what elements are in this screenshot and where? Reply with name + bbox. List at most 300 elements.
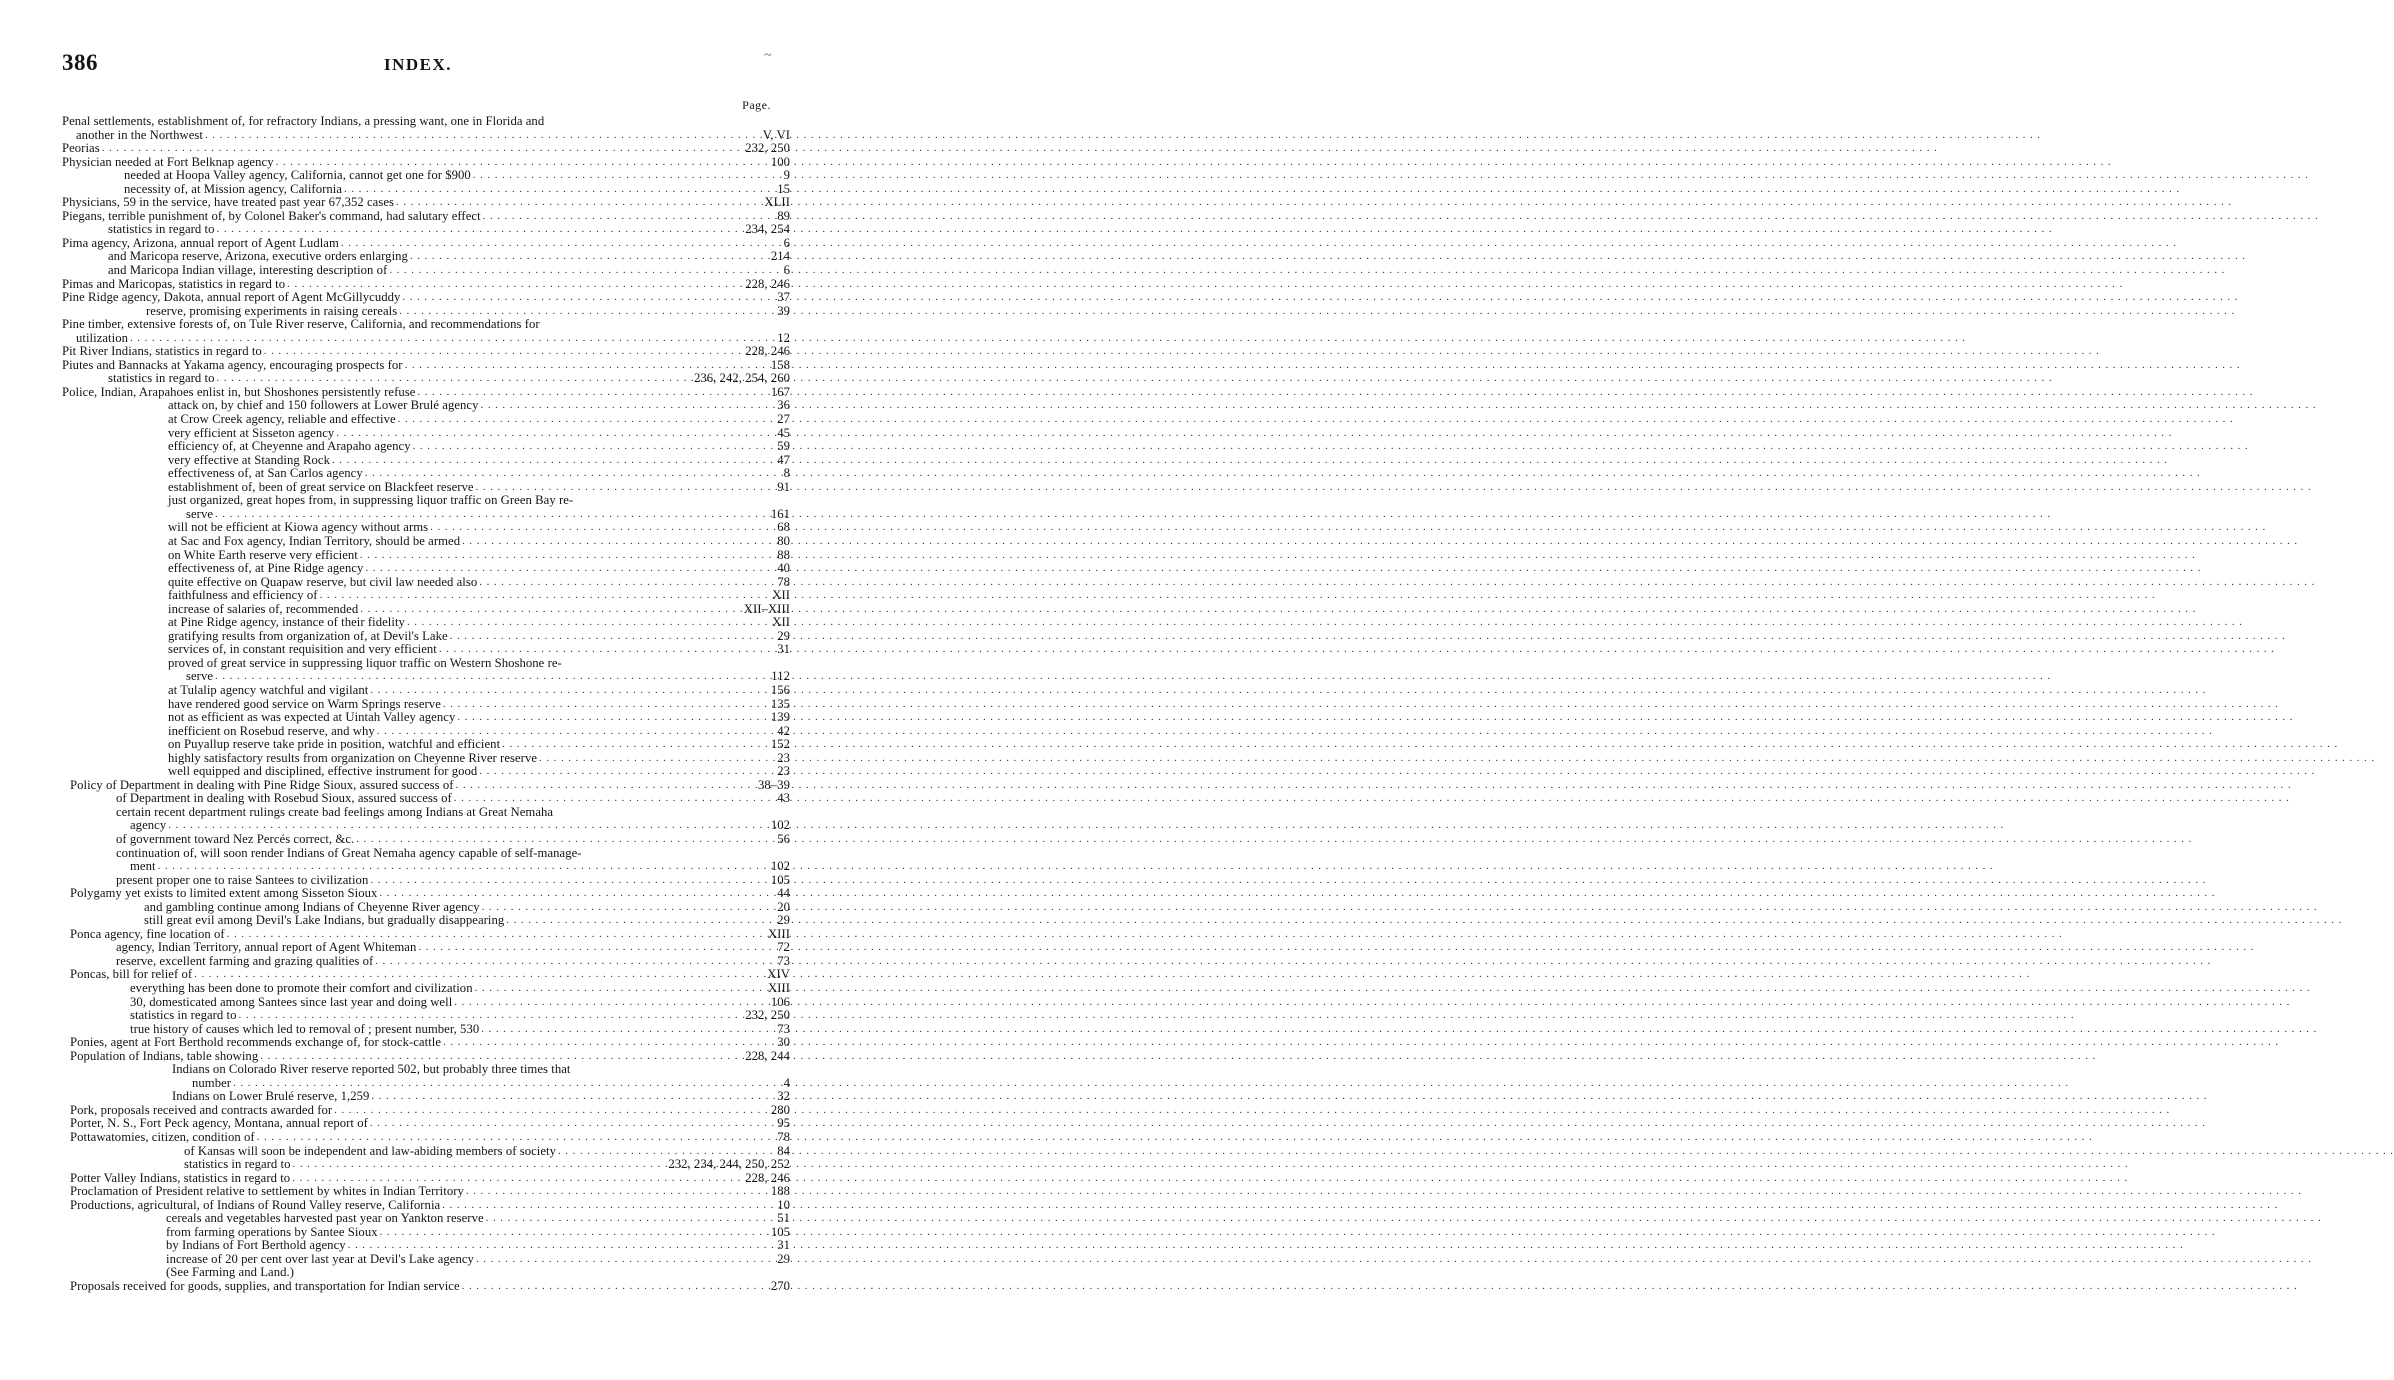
entry-page-ref: 105 bbox=[770, 872, 790, 887]
dot-leader bbox=[370, 874, 766, 888]
index-entry bbox=[62, 1226, 790, 1240]
index-entry bbox=[62, 860, 790, 874]
entry-page-ref: 43 bbox=[777, 791, 790, 806]
index-entry bbox=[62, 1050, 790, 1064]
entry-page-ref: 102 bbox=[770, 818, 790, 833]
dot-leader bbox=[380, 1226, 767, 1240]
entry-page-ref: 59 bbox=[777, 439, 790, 454]
index-entry bbox=[62, 115, 790, 129]
dot-leader bbox=[205, 129, 759, 143]
dot-leader bbox=[418, 941, 773, 955]
index-entry bbox=[62, 1036, 790, 1050]
entry-text: still great evil among Devil's Lake Indians, but gradually disappearing bbox=[144, 913, 505, 928]
index-entry bbox=[62, 684, 790, 698]
dot-leader bbox=[215, 508, 767, 522]
dot-leader bbox=[215, 670, 767, 684]
entry-text: Poncas, bill for relief of bbox=[70, 967, 193, 982]
entry-page-ref: 31 bbox=[777, 642, 790, 657]
entry-page-ref: 228, 244 bbox=[745, 1048, 790, 1063]
entry-text: agency, Indian Territory, annual report of Agent Whiteman bbox=[116, 940, 417, 955]
dot-leader bbox=[439, 643, 773, 657]
dot-leader bbox=[370, 1117, 773, 1131]
dot-leader bbox=[379, 887, 773, 901]
entry-page-ref: 23 bbox=[777, 764, 790, 779]
dot-leader bbox=[399, 305, 773, 319]
index-entry bbox=[62, 698, 790, 712]
index-entry bbox=[62, 278, 790, 292]
entry-text: gratifying results from organization of, at Devil's Lake bbox=[168, 628, 448, 643]
entry-text: increase of 20 per cent over last year at Devil's Lake agency bbox=[166, 1251, 474, 1266]
index-entry bbox=[62, 847, 790, 861]
index-entry bbox=[62, 1104, 790, 1118]
entry-page-ref: 44 bbox=[777, 886, 790, 901]
entry-page-ref: 29 bbox=[777, 913, 790, 928]
entry-page-ref: 42 bbox=[777, 723, 790, 738]
index-entry bbox=[62, 711, 790, 725]
index-entry bbox=[62, 183, 790, 197]
dot-leader bbox=[239, 1009, 742, 1023]
entry-text: Porter, N. S., Fort Peck agency, Montana, annual report of bbox=[70, 1116, 368, 1131]
dot-leader bbox=[365, 562, 773, 576]
index-entry bbox=[62, 1077, 790, 1091]
entry-page-ref: 37 bbox=[777, 290, 790, 305]
entry-page-ref: 6 bbox=[783, 235, 790, 250]
dot-leader bbox=[377, 725, 773, 739]
entry-text: Indians on Colorado River reserve reported 502, but probably three times that bbox=[172, 1062, 571, 1077]
entry-text: proved of great service in suppressing liquor traffic on Western Shoshone re- bbox=[168, 655, 562, 670]
index-entry bbox=[62, 941, 790, 955]
entry-page-ref: 91 bbox=[777, 479, 790, 494]
dot-leader bbox=[450, 630, 774, 644]
index-entry bbox=[62, 914, 790, 928]
dot-leader bbox=[466, 1185, 767, 1199]
entry-page-ref: 15 bbox=[777, 181, 790, 196]
index-entry bbox=[62, 250, 790, 264]
entry-page-ref: 135 bbox=[770, 696, 790, 711]
entry-page-ref: 78 bbox=[777, 574, 790, 589]
entry-text: and Maricopa Indian village, interesting description of bbox=[108, 263, 388, 278]
entry-text: present proper one to raise Santees to civilization bbox=[116, 872, 369, 887]
dot-leader bbox=[456, 779, 755, 793]
dot-leader bbox=[348, 1239, 774, 1253]
dot-leader bbox=[264, 345, 741, 359]
entry-text: (See Farming and Land.) bbox=[166, 1265, 294, 1280]
dot-leader bbox=[341, 237, 780, 251]
entry-text: not as efficient as was expected at Uintah Valley agency bbox=[168, 710, 456, 725]
index-entry bbox=[62, 305, 790, 319]
index-entry bbox=[62, 1253, 790, 1267]
entry-page-ref: 105 bbox=[770, 1224, 790, 1239]
dot-leader bbox=[398, 413, 774, 427]
entry-text: at Pine Ridge agency, instance of their fidelity bbox=[168, 615, 405, 630]
entry-page-ref: 32 bbox=[777, 1089, 790, 1104]
index-entry bbox=[62, 982, 790, 996]
entry-text: Pimas and Maricopas, statistics in regard to bbox=[62, 276, 286, 291]
entry-page-ref: 234, 254 bbox=[745, 222, 790, 237]
index-entry bbox=[62, 765, 790, 779]
index-entry bbox=[62, 1158, 790, 1172]
dot-leader bbox=[276, 156, 767, 170]
dot-leader bbox=[539, 752, 773, 766]
entry-page-ref: 20 bbox=[777, 899, 790, 914]
entry-text: agency bbox=[130, 818, 167, 833]
dot-leader bbox=[287, 278, 741, 292]
index-entry bbox=[62, 156, 790, 170]
entry-page-ref: 161 bbox=[770, 506, 790, 521]
dot-leader bbox=[334, 1104, 767, 1118]
entry-text: reserve, promising experiments in raising cereals bbox=[146, 303, 398, 318]
entry-page-ref: 89 bbox=[777, 208, 790, 223]
index-entry bbox=[62, 413, 790, 427]
dot-leader bbox=[389, 264, 779, 278]
entry-text: Peorias bbox=[62, 141, 100, 156]
dot-leader bbox=[356, 833, 773, 847]
entry-text: Polygamy yet exists to limited extent among Sisseton Sioux bbox=[70, 886, 378, 901]
dot-leader bbox=[454, 792, 773, 806]
dot-leader bbox=[476, 481, 774, 495]
dot-leader bbox=[130, 332, 773, 346]
index-entry bbox=[62, 237, 790, 251]
entry-text: cereals and vegetables harvested past year on Yankton reserve bbox=[166, 1211, 484, 1226]
entry-text: number bbox=[192, 1075, 232, 1090]
entry-text: Physicians, 59 in the service, have treated past year 67,352 cases bbox=[62, 195, 395, 210]
entry-text: on White Earth reserve very efficient bbox=[168, 547, 358, 562]
dot-leader bbox=[454, 996, 767, 1010]
entry-text: by Indians of Fort Berthold agency bbox=[166, 1238, 346, 1253]
entry-text: everything has been done to promote their comfort and civilization bbox=[130, 981, 473, 995]
entry-page-ref: 106 bbox=[770, 994, 790, 1009]
index-entry bbox=[62, 291, 790, 305]
index-entry bbox=[62, 792, 790, 806]
entry-page-ref: 102 bbox=[770, 859, 790, 874]
dot-leader bbox=[430, 521, 773, 535]
dot-leader bbox=[407, 616, 768, 630]
dot-leader bbox=[158, 860, 767, 874]
dot-leader bbox=[462, 535, 773, 549]
index-entry bbox=[62, 169, 790, 183]
index-entry bbox=[62, 210, 790, 224]
entry-page-ref: 214 bbox=[770, 249, 790, 264]
index-entry bbox=[62, 427, 790, 441]
entry-text: attack on, by chief and 150 followers at Lower Brulé agency bbox=[168, 398, 479, 413]
entry-text: Potter Valley Indians, statistics in regard to bbox=[70, 1170, 291, 1185]
dot-leader bbox=[479, 765, 773, 779]
dot-leader bbox=[292, 1172, 741, 1186]
entry-text: Pine timber, extensive forests of, on Tule River reserve, California, and recommendations for bbox=[62, 317, 540, 332]
index-entry bbox=[62, 1023, 790, 1037]
page-number: 386 bbox=[62, 50, 98, 75]
entry-text: Pine Ridge agency, Dakota, annual report of Agent McGillycuddy bbox=[62, 290, 401, 305]
entry-text: utilization bbox=[76, 330, 128, 345]
index-entry bbox=[62, 129, 790, 143]
entry-text: just organized, great hopes from, in suppressing liquor traffic on Green Bay re- bbox=[168, 493, 574, 508]
entry-text: Penal settlements, establishment of, for refractory Indians, a pressing want, one in Florida and bbox=[62, 114, 545, 128]
entry-text: effectiveness of, at San Carlos agency bbox=[168, 466, 363, 481]
corner-mark: ~ bbox=[764, 48, 772, 63]
entry-text: have rendered good service on Warm Springs reserve bbox=[168, 696, 441, 711]
entry-text: Proposals received for goods, supplies, and transportation for Indian service bbox=[70, 1279, 460, 1294]
entry-page-ref: 80 bbox=[777, 533, 790, 548]
entry-page-ref: 23 bbox=[777, 750, 790, 765]
index-entry bbox=[62, 318, 790, 332]
entry-text: ment bbox=[130, 859, 156, 874]
dot-leader bbox=[320, 589, 769, 603]
entry-text: needed at Hoopa Valley agency, California, cannot get one for $900 bbox=[124, 168, 471, 183]
entry-text: Piutes and Bannacks at Yakama agency, encouraging prospects for bbox=[62, 357, 403, 372]
dot-leader bbox=[462, 1280, 767, 1294]
entry-page-ref: 152 bbox=[770, 737, 790, 752]
dot-leader bbox=[375, 955, 773, 969]
entry-text: of Department in dealing with Rosebud Sioux, assured success of bbox=[116, 791, 452, 806]
index-entry bbox=[62, 1212, 790, 1226]
index-entry bbox=[62, 589, 790, 603]
dot-leader bbox=[486, 1212, 774, 1226]
dot-leader bbox=[233, 1077, 780, 1091]
dot-leader bbox=[332, 454, 773, 468]
entry-page-ref: 228, 246 bbox=[745, 1170, 790, 1185]
entry-text: statistics in regard to bbox=[108, 222, 215, 237]
dot-leader bbox=[473, 169, 780, 183]
index-entry bbox=[62, 887, 790, 901]
entry-page-ref: 31 bbox=[777, 1238, 790, 1253]
dot-leader bbox=[257, 1131, 774, 1145]
dot-leader bbox=[479, 576, 773, 590]
index-entry bbox=[62, 996, 790, 1010]
entry-text: efficiency of, at Cheyenne and Arapaho agency bbox=[168, 439, 411, 454]
entry-page-ref: 72 bbox=[777, 940, 790, 955]
entry-page-ref: 8 bbox=[783, 466, 790, 481]
index-entry bbox=[62, 223, 790, 237]
dot-leader bbox=[443, 698, 767, 712]
dot-leader bbox=[293, 1158, 665, 1172]
dot-leader bbox=[371, 1090, 773, 1104]
entry-text: Population of Indians, table showing bbox=[70, 1048, 259, 1063]
entry-text: Pit River Indians, statistics in regard to bbox=[62, 344, 262, 359]
dot-leader bbox=[482, 901, 774, 915]
entry-text: 30, domesticated among Santees since last year and doing well bbox=[130, 994, 453, 1009]
entry-page-ref: XIII bbox=[767, 926, 790, 941]
entry-page-ref: 30 bbox=[777, 1035, 790, 1050]
entry-page-ref: 158 bbox=[770, 357, 790, 372]
entry-text: will not be efficient at Kiowa agency without arms bbox=[168, 520, 429, 535]
entry-text: faithfulness and efficiency of bbox=[168, 588, 318, 603]
entry-page-ref: XII bbox=[772, 588, 790, 603]
index-entry bbox=[62, 806, 790, 820]
entry-page-ref: XII bbox=[772, 615, 790, 630]
index-entry bbox=[62, 738, 790, 752]
dot-leader bbox=[476, 1253, 773, 1267]
index-entry bbox=[62, 1063, 790, 1077]
entry-page-ref: XII–XIII bbox=[743, 601, 790, 616]
index-entry bbox=[62, 399, 790, 413]
entry-page-ref: 167 bbox=[770, 384, 790, 399]
index-entry bbox=[62, 1185, 790, 1199]
index-entry bbox=[62, 1117, 790, 1131]
entry-text: Pork, proposals received and contracts awarded for bbox=[70, 1102, 333, 1117]
entry-page-ref: 232, 250 bbox=[745, 141, 790, 156]
entry-page-ref: 56 bbox=[777, 831, 790, 846]
index-entry bbox=[62, 1266, 790, 1280]
dot-leader bbox=[405, 359, 767, 373]
entry-text: serve bbox=[186, 669, 214, 684]
page-column-header: Page. bbox=[742, 98, 771, 112]
index-entry bbox=[62, 833, 790, 847]
dot-leader bbox=[481, 399, 774, 413]
entry-page-ref: 156 bbox=[770, 682, 790, 697]
dot-leader bbox=[483, 210, 774, 224]
dot-leader bbox=[442, 1199, 773, 1213]
entry-text: Piegans, terrible punishment of, by Colonel Baker's command, had salutary effect bbox=[62, 208, 481, 223]
dot-leader bbox=[558, 1145, 773, 1159]
entry-text: statistics in regard to bbox=[108, 371, 215, 386]
index-entry bbox=[62, 1090, 790, 1104]
entry-page-ref: 270 bbox=[770, 1279, 790, 1294]
entry-page-ref: 78 bbox=[777, 1130, 790, 1145]
index-entry bbox=[62, 467, 790, 481]
entry-text: and Maricopa reserve, Arizona, executive orders enlarging bbox=[108, 249, 408, 264]
dot-leader bbox=[370, 684, 766, 698]
index-entry bbox=[62, 345, 790, 359]
entry-text: of Kansas will soon be independent and law-abiding members of society bbox=[184, 1143, 556, 1158]
entry-text: quite effective on Quapaw reserve, but civil law needed also bbox=[168, 574, 478, 589]
entry-text: Indians on Lower Brulé reserve, 1,259 bbox=[172, 1089, 370, 1104]
dot-leader bbox=[217, 372, 690, 386]
index-entry bbox=[62, 968, 790, 982]
index-entry bbox=[62, 481, 790, 495]
dot-leader bbox=[365, 467, 780, 481]
entry-page-ref: 188 bbox=[770, 1184, 790, 1199]
index-entry bbox=[62, 819, 790, 833]
entry-text: very efficient at Sisseton agency bbox=[168, 425, 335, 440]
index-entries bbox=[62, 115, 790, 1294]
entry-page-ref: 280 bbox=[770, 1102, 790, 1117]
index-entry bbox=[62, 494, 790, 508]
entry-page-ref: 112 bbox=[771, 669, 790, 684]
entry-text: Policy of Department in dealing with Pine Ridge Sioux, assured success of bbox=[70, 777, 454, 792]
entry-page-ref: 29 bbox=[777, 628, 790, 643]
dot-leader bbox=[344, 183, 773, 197]
entry-text: statistics in regard to bbox=[184, 1157, 291, 1172]
index-entry bbox=[62, 874, 790, 888]
index-entry bbox=[62, 1280, 790, 1294]
dot-leader bbox=[227, 928, 764, 942]
entry-text: continuation of, will soon render Indians of Great Nemaha agency capable of self-manage- bbox=[116, 845, 582, 860]
index-entry bbox=[62, 670, 790, 684]
index-entry bbox=[62, 630, 790, 644]
dot-leader bbox=[413, 440, 774, 454]
index-entry bbox=[62, 1145, 790, 1159]
entry-page-ref: 73 bbox=[777, 1021, 790, 1036]
entry-text: necessity of, at Mission agency, California bbox=[124, 181, 343, 196]
dot-leader bbox=[475, 982, 764, 996]
entry-text: statistics in regard to bbox=[130, 1008, 237, 1023]
entry-page-ref: 232, 250 bbox=[745, 1008, 790, 1023]
entry-text: increase of salaries of, recommended bbox=[168, 601, 359, 616]
entry-text: very effective at Standing Rock bbox=[168, 452, 330, 467]
entry-text: establishment of, been of great service on Blackfeet reserve bbox=[168, 479, 474, 494]
entry-page-ref: 228, 246 bbox=[745, 344, 790, 359]
entry-text: highly satisfactory results from organization on Cheyenne River reserve bbox=[168, 750, 538, 765]
index-entry bbox=[62, 1199, 790, 1213]
entry-text: reserve, excellent farming and grazing qualities of bbox=[116, 953, 374, 968]
entry-text: services of, in constant requisition and very efficient bbox=[168, 642, 437, 657]
entry-page-ref: 39 bbox=[777, 303, 790, 318]
entry-text: Proclamation of President relative to settlement by whites in Indian Territory bbox=[70, 1184, 464, 1199]
entry-page-ref: 29 bbox=[777, 1251, 790, 1266]
entry-text: of government toward Nez Percés correct, &c. bbox=[116, 831, 355, 846]
entry-page-ref: 10 bbox=[777, 1197, 790, 1212]
index-entry bbox=[62, 440, 790, 454]
entry-page-ref: 51 bbox=[777, 1211, 790, 1226]
entry-text: and gambling continue among Indians of Cheyenne River agency bbox=[144, 899, 480, 914]
entry-page-ref: 100 bbox=[770, 154, 790, 169]
entry-text: on Puyallup reserve take pride in position, watchful and efficient bbox=[168, 737, 501, 752]
dot-leader bbox=[336, 427, 773, 441]
entry-page-ref: 68 bbox=[777, 520, 790, 535]
index-entry bbox=[62, 901, 790, 915]
dot-leader bbox=[410, 250, 767, 264]
entry-page-ref: 232, 234, 244, 250, 252 bbox=[668, 1157, 790, 1172]
index-entry bbox=[62, 372, 790, 386]
index-entry bbox=[62, 521, 790, 535]
dot-leader bbox=[506, 914, 773, 928]
index-entry bbox=[62, 576, 790, 590]
entry-text: at Tulalip agency watchful and vigilant bbox=[168, 682, 369, 697]
entry-text: Police, Indian, Arapahoes enlist in, but Shoshones persistently refuse bbox=[62, 384, 416, 399]
entry-page-ref: 73 bbox=[777, 953, 790, 968]
entry-page-ref: 40 bbox=[777, 561, 790, 576]
page-title: INDEX. bbox=[384, 55, 453, 74]
entry-page-ref: XLII bbox=[764, 195, 790, 210]
entry-page-ref: 139 bbox=[770, 710, 790, 725]
index-entry bbox=[62, 264, 790, 278]
dot-leader bbox=[360, 549, 773, 563]
entry-page-ref: 84 bbox=[777, 1143, 790, 1158]
dot-leader bbox=[396, 196, 760, 210]
index-entry bbox=[62, 454, 790, 468]
entry-text: Productions, agricultural, of Indians of Round Valley reserve, California bbox=[70, 1197, 441, 1212]
entry-page-ref: XIII bbox=[767, 981, 790, 995]
entry-page-ref: 4 bbox=[783, 1075, 790, 1090]
dot-leader bbox=[217, 223, 742, 237]
index-entry bbox=[62, 657, 790, 671]
entry-text: Pima agency, Arizona, annual report of Agent Ludlam bbox=[62, 235, 339, 250]
entry-page-ref: 236, 242, 254, 260 bbox=[693, 371, 790, 386]
entry-page-ref: 9 bbox=[783, 168, 790, 183]
entry-text: well equipped and disciplined, effective instrument for good bbox=[168, 764, 478, 779]
entry-text: Ponca agency, fine location of bbox=[70, 926, 225, 941]
entry-text: another in the Northwest bbox=[76, 127, 203, 142]
index-entry bbox=[62, 332, 790, 346]
index-entry bbox=[62, 779, 790, 793]
index-entry bbox=[62, 562, 790, 576]
index-entry bbox=[62, 752, 790, 766]
dot-leader bbox=[502, 738, 767, 752]
entry-page-ref: 95 bbox=[777, 1116, 790, 1131]
dot-leader bbox=[402, 291, 773, 305]
entry-page-ref: 6 bbox=[783, 263, 790, 278]
dot-leader bbox=[481, 1023, 773, 1037]
entry-text: true history of causes which led to removal of ; present number, 530 bbox=[130, 1021, 480, 1036]
index-entry bbox=[62, 1131, 790, 1145]
index-entry bbox=[62, 616, 790, 630]
index-entry bbox=[62, 955, 790, 969]
entry-page-ref: 47 bbox=[777, 452, 790, 467]
entry-page-ref: 36 bbox=[777, 398, 790, 413]
index-entry bbox=[62, 196, 790, 210]
dot-leader bbox=[360, 603, 740, 617]
dot-leader bbox=[194, 968, 763, 982]
